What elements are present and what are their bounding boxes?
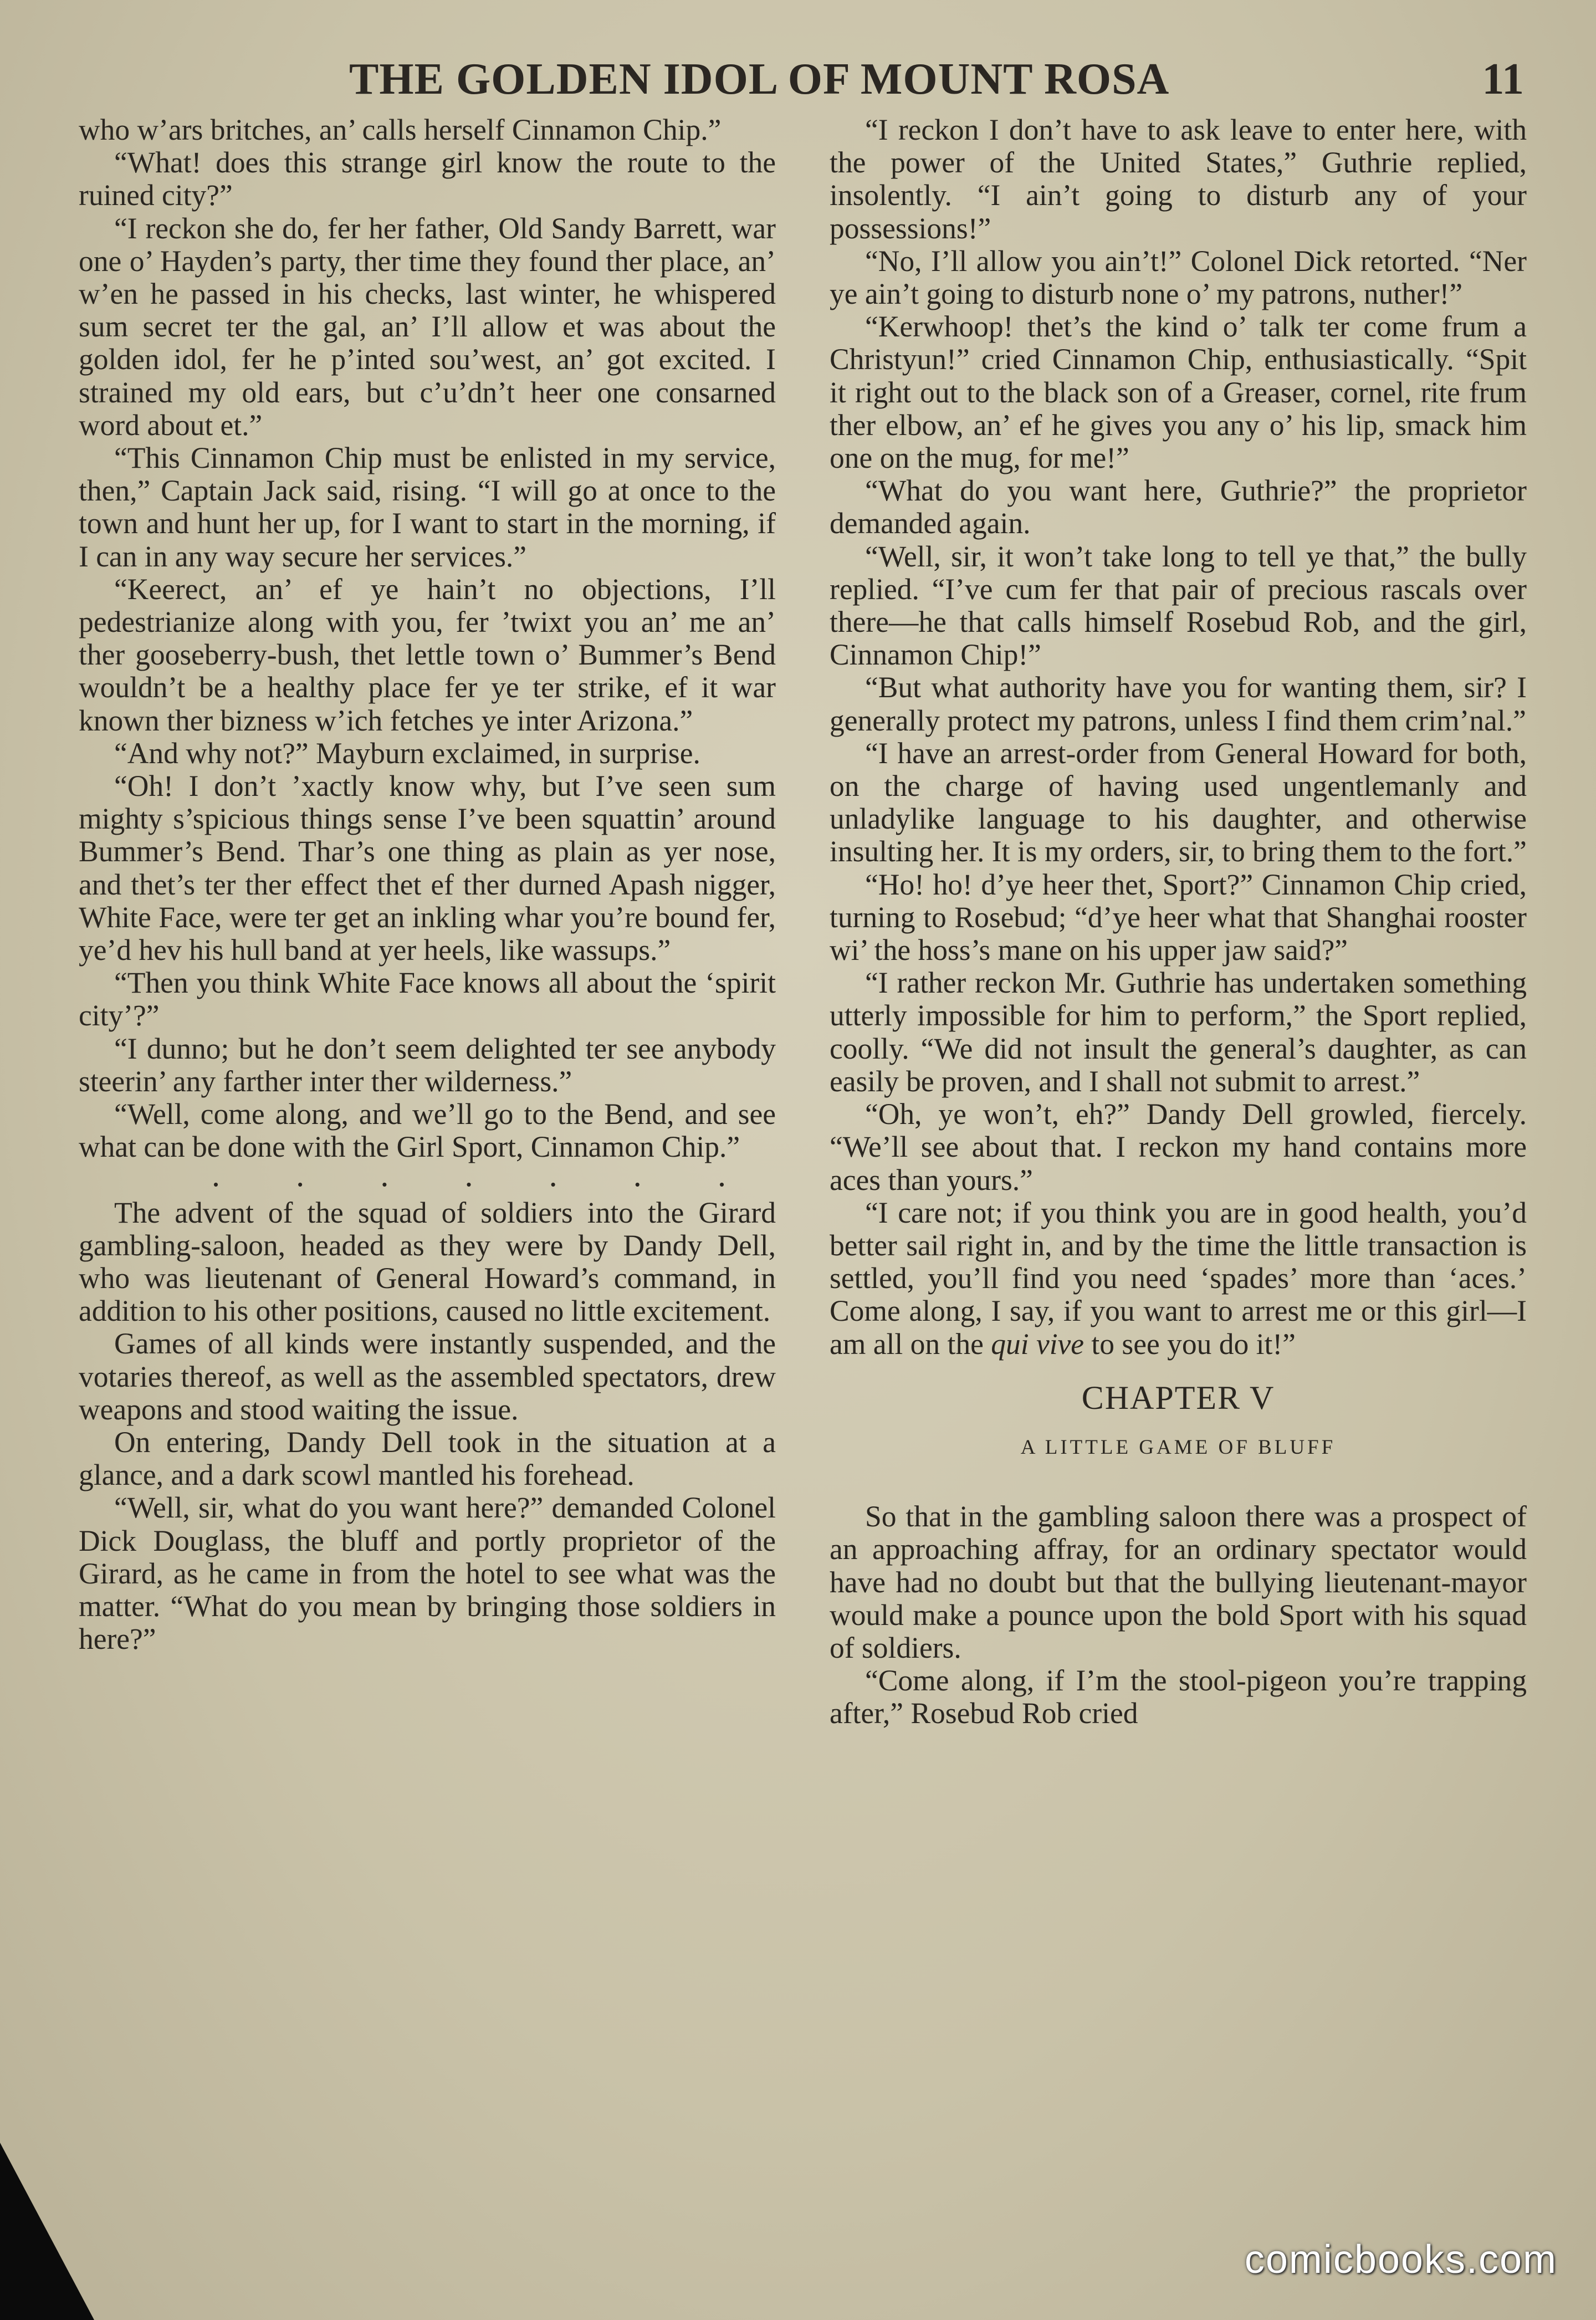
paragraph: Games of all kinds were instantly suspended, and the votaries thereof, as well as the assembled spectators, drew weapons and stood waiting the issue.	[79, 1327, 776, 1426]
paragraph: “And why not?” Mayburn exclaimed, in surprise.	[114, 736, 700, 770]
paragraph: “Oh! I don’t ’xactly know why, but I’ve seen sum mighty s’spicious things sense I’ve been squattin’ around Bummer’s Bend. Thar’s one thing as plain as yer nose, and thet’s ter ther effect thet ef ther durned Apash nigger, White Face, were ter get an inkling whar you’re bound fer, ye’d hev his hull band at yer heels, like wassups.”	[79, 769, 776, 967]
paragraph: “What do you want here, Guthrie?” the proprietor demanded again.	[830, 474, 1527, 540]
section-break-dot: .	[633, 1156, 642, 1193]
left-column-paragraphs-after-break	[79, 1197, 776, 1656]
chapter-title: CHAPTER V	[1081, 1379, 1275, 1416]
section-break-dot: .	[296, 1156, 305, 1193]
paragraph: “No, I’ll allow you ain’t!” Colonel Dick retorted. “Ner ye ain’t going to disturb none o’ my patrons, nuther!”	[830, 244, 1527, 311]
paragraph: “Well, sir, it won’t take long to tell ye that,” the bully replied. “I’ve cum fer that pair of precious rascals over there—he that calls himself Rosebud Rob, and the girl, Cinnamon Chip!”	[830, 539, 1527, 672]
running-title: THE GOLDEN IDOL OF MOUNT ROSA	[349, 55, 1170, 104]
page-number: 11	[1482, 55, 1524, 104]
paragraph: “Come along, if I’m the stool-pigeon you’re trapping after,” Rosebud Rob cried	[830, 1664, 1527, 1730]
section-break-dot: .	[464, 1156, 473, 1193]
section-break	[79, 1156, 776, 1197]
section-break-dot: .	[717, 1156, 726, 1193]
paragraph: “Ho! ho! d’ye heer thet, Sport?” Cinnamon Chip cried, turning to Rosebud; “d’ye heer what that Shanghai rooster wi’ the hoss’s mane on his upper jaw said?”	[830, 867, 1527, 967]
paragraph: “I rather reckon Mr. Guthrie has undertaken something utterly impossible for him to perform,” the Sport replied, coolly. “We did not insult the general’s daughter, as can easily be proven, and I shall not submit to arrest.”	[830, 966, 1527, 1098]
chapter-subtitle: A LITTLE GAME OF BLUFF	[1020, 1435, 1336, 1459]
right-column-paragraphs-after-chapter	[830, 1500, 1527, 1730]
paragraph: “Well, sir, what do you want here?” demanded Colonel Dick Douglass, the bluff and portly proprietor of the Girard, as he came in from the hotel to see what was the matter. “What do you mean by bringing those soldiers in here?”	[79, 1491, 776, 1656]
paragraph: “What! does this strange girl know the route to the ruined city?”	[79, 146, 776, 212]
paragraph: who w’ars britches, an’ calls herself Cinnamon Chip.”	[79, 113, 722, 146]
paragraph: “But what authority have you for wanting them, sir? I generally protect my patrons, unless I find them crim’nal.”	[830, 671, 1527, 737]
italic-phrase: qui vive	[991, 1327, 1085, 1361]
paragraph: “This Cinnamon Chip must be enlisted in my service, then,” Captain Jack said, rising. “I will go at once to the town and hunt her up, for I want to start in the morning, if I can in any way secure her services.”	[79, 441, 776, 573]
right-column-paragraphs	[830, 114, 1527, 1197]
section-break-dot: .	[549, 1156, 557, 1193]
paragraph: “I have an arrest-order from General Howard for both, on the charge of having used ungentlemanly and unladylike language to his daughter, and otherwise insulting her. It is my orders, sir, to bring them to the fort.”	[830, 736, 1527, 868]
section-break-dot: .	[380, 1156, 389, 1193]
torn-corner	[0, 2143, 94, 2320]
paragraph: “I care not; if you think you are in good health, you’d better sail right in, and by the time the little transaction is settled, you’ll find you need ‘spades’ more than ‘aces.’ Come along, I say, if you want to arrest me or this girl—I am all on the qui vive to see you do it!”	[830, 1195, 1527, 1361]
paragraph: “Keerect, an’ ef ye hain’t no objections, I’ll pedestrianize along with you, fer ’twixt you an’ me an’ ther gooseberry-bush, thet lettle town o’ Bummer’s Bend wouldn’t be a healthy place fer ye ter strike, ef it war known ther bizness w’ich fetches ye inter Arizona.”	[79, 572, 776, 737]
paragraph: The advent of the squad of soldiers into the Girard gambling-saloon, headed as they were by Dandy Dell, who was lieutenant of General Howard’s command, in addition to his other positions, caused no little excitement.	[79, 1195, 776, 1328]
paragraph: “I reckon she do, fer her father, Old Sandy Barrett, war one o’ Hayden’s party, ther time they found ther place, an’ w’en he passed in his checks, last winter, he whispered sum secret ter the gal, an’ I’ll allow et was about the golden idol, fer he p’inted sou’west, an’ got excited. I strained my old ears, but c’u’dn’t heer one consarned word about et.”	[79, 211, 776, 442]
paragraph: “Oh, ye won’t, eh?” Dandy Dell growled, fiercely. “We’ll see about that. I reckon my hand contains more aces than yours.”	[830, 1097, 1527, 1197]
left-column	[79, 114, 776, 1655]
paragraph: “Then you think White Face knows all about the ‘spirit city’?”	[79, 966, 776, 1033]
paragraph: On entering, Dandy Dell took in the situation at a glance, and a dark scowl mantled his forehead.	[79, 1425, 776, 1492]
paragraph: “Well, come along, and we’ll go to the Bend, and see what can be done with the Girl Sport, Cinnamon Chip.”	[79, 1097, 776, 1164]
left-column-paragraphs	[79, 114, 776, 1164]
paragraph: “Kerwhoop! thet’s the kind o’ talk ter come frum a Christyun!” cried Cinnamon Chip, enthusiastically. “Spit it right out to the black son of a Greaser, cornel, rite frum ther elbow, an’ ef he gives you any o’ his lip, smack him one on the mug, for me!”	[830, 310, 1527, 475]
paragraph: “I reckon I don’t have to ask leave to enter here, with the power of the United States,” Guthrie replied, insolently. “I ain’t going to disturb any of your possessions!”	[830, 113, 1527, 245]
right-column	[830, 114, 1527, 1730]
running-header	[78, 54, 1524, 104]
paragraph: “I dunno; but he don’t seem delighted ter see anybody steerin’ any farther inter ther wilderness.”	[79, 1031, 776, 1098]
section-break-dot: .	[212, 1156, 220, 1193]
watermark-logo: comicbooks.com	[1244, 2237, 1557, 2282]
paragraph: So that in the gambling saloon there was a prospect of an approaching affray, for an ordinary spectator would have had no doubt but that the bullying lieutenant-mayor would make a pounce upon the bold Sport with his squad of soldiers.	[830, 1500, 1527, 1664]
